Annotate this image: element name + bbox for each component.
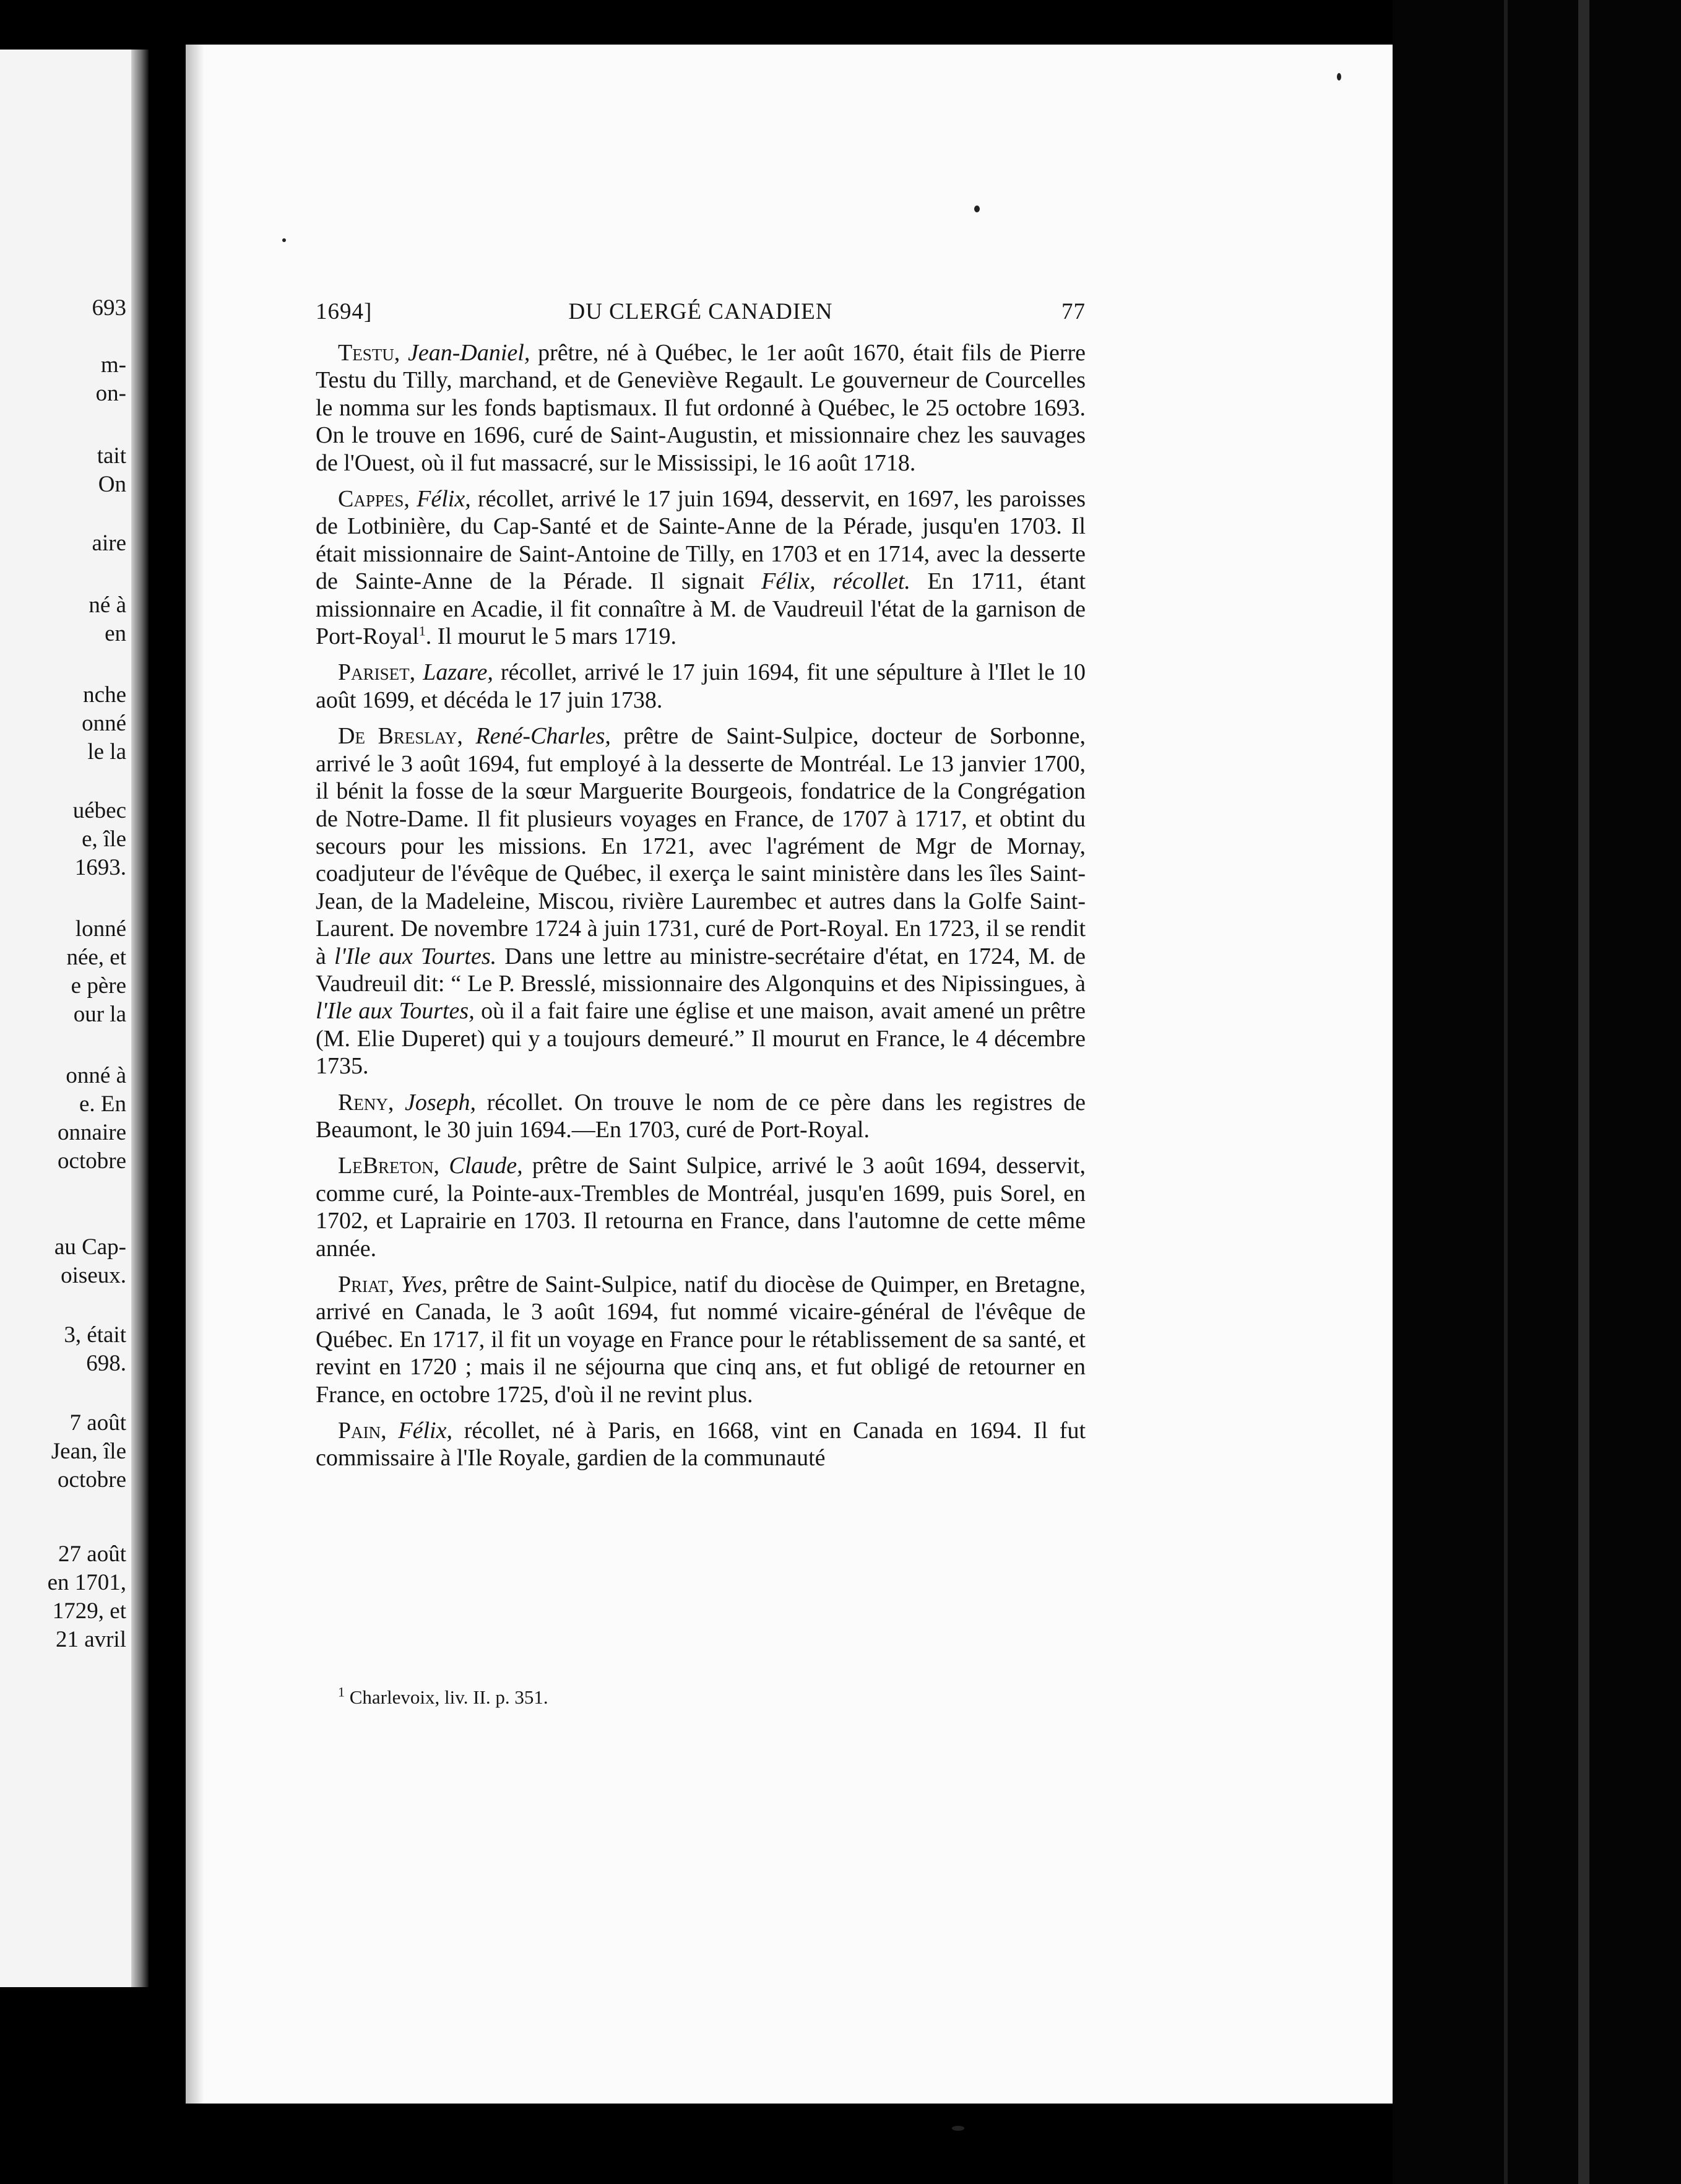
left-fragment: en 1701,	[47, 1570, 126, 1595]
left-fragment: né à	[89, 592, 126, 618]
left-fragment: aire	[92, 531, 126, 556]
left-fragment: our la	[73, 1002, 126, 1027]
left-fragment: 693	[92, 295, 126, 321]
entry-text: prêtre, né à Québec, le 1er août 1670, était fils de Pierre Testu du Tilly, marchand, et de Geneviève Regault. Le gouverneur de Courcelles le nomma sur les fonds baptismaux. Il fut ordonné à Québec, le 25 octobre 1693. On le trouve en 1696, curé de Saint-Augustin, et missionnaire chez les sauvages de l'Ouest, où il fut massacré, sur le Mississipi, le 16 août 1718.	[316, 340, 1086, 476]
entry-text: récollet, né à Paris, en 1668, vint en Canada en 1694. Il fut commissaire à l'Ile Royale, gardien de la communauté	[316, 1418, 1086, 1471]
left-fragment: e. En	[79, 1091, 126, 1117]
entry-given-name: Félix,	[417, 486, 471, 513]
entry-cappes	[316, 485, 1086, 650]
ink-speck	[1337, 73, 1341, 80]
ink-speck	[282, 238, 286, 242]
entry-testu	[316, 339, 1086, 477]
entry-pariset	[316, 659, 1086, 714]
entry-italic-text: l'Ile aux Tourtes,	[316, 998, 475, 1025]
left-fragment: uébec	[72, 798, 126, 823]
entry-given-name: Félix,	[398, 1418, 452, 1444]
entry-name: Reny,	[338, 1089, 394, 1116]
left-fragment: nche	[83, 682, 126, 708]
left-fragment: née, et	[66, 945, 126, 970]
left-fragment: e père	[71, 973, 126, 999]
left-fragment: 7 août	[69, 1410, 126, 1436]
left-fragment: 21 avril	[55, 1627, 126, 1652]
running-head	[316, 298, 1086, 329]
left-fragment: lonné	[75, 916, 126, 942]
left-fragment: oiseux.	[61, 1263, 126, 1288]
running-head-title: DU CLERGÉ CANADIEN	[568, 299, 833, 324]
book-spine	[1578, 0, 1589, 2184]
left-fragment: 27 août	[58, 1541, 126, 1567]
entry-lebreton	[316, 1152, 1086, 1262]
footnote-text: Charlevoix, liv. II. p. 351.	[345, 1686, 548, 1708]
running-head-year: 1694]	[316, 299, 373, 324]
page-edge-shadow	[186, 45, 204, 2104]
entry-given-name: Claude,	[449, 1153, 523, 1179]
left-fragment: tait	[97, 443, 126, 469]
left-page-gutter	[131, 50, 149, 1987]
entry-text: prêtre de Saint-Sulpice, docteur de Sorbonne, arrivé le 3 août 1694, fut employé à la desserte de Montréal. Le 13 janvier 1700, il bénit la fosse de la sœur Marguerite Bourgeois, fondatrice de la Congrégation de Notre-Dame. Il fit plusieurs voyages en France, de 1707 à 1717, et obtint du secours pour les missions. En 1721, avec l'agrément de Mgr de Mornay, coadjuteur de l'évêque de Québec, il exerça le saint ministère dans les îles Saint-Jean, de la Madeleine, Miscou, rivière Laurembec et autres dans la Golfe Saint-Laurent. De novembre 1724 à juin 1731, curé de Port-Royal. En 1723, il se rendit à	[316, 723, 1086, 969]
left-fragment: onnaire	[58, 1120, 126, 1145]
book-edge	[1393, 0, 1681, 2184]
entry-text: prêtre de Saint Sulpice, arrivé le 3 août 1694, desservit, comme curé, la Pointe-aux-Trembles de Montréal, jusqu'en 1699, puis Sorel, en 1702, et Laprairie en 1703. Il retourna en France, dans l'automne de cette même année.	[316, 1153, 1086, 1262]
footnote	[316, 1685, 1108, 1710]
left-fragment: m-	[100, 352, 126, 378]
entry-text: Dans une lettre au ministre-secrétaire d'état, en 1724, M. de Vaudreuil dit: “ Le P. Bresslé, missionnaire des Algonquins et des Nipissingues, à	[316, 943, 1086, 997]
entry-name: LeBreton,	[338, 1153, 440, 1179]
left-fragment: octobre	[58, 1467, 126, 1493]
entry-pain	[316, 1417, 1086, 1472]
entry-reny	[316, 1089, 1086, 1144]
left-fragment: 698.	[86, 1351, 126, 1376]
footnote-reference[interactable]: 1	[418, 623, 426, 639]
entry-text: . Il mourut le 5 mars 1719.	[425, 623, 677, 650]
left-fragment: On	[98, 472, 126, 497]
entry-given-name: Yves,	[400, 1272, 448, 1298]
footnote-mark: 1	[338, 1684, 345, 1700]
entry-text: où il a fait faire une église et une maison, avait amené un prêtre (M. Elie Duperet) qui y a toujours demeuré.” Il mourut en France, le 4 décembre 1735.	[316, 998, 1086, 1080]
body-text	[316, 339, 1086, 1481]
left-fragment: 1729, et	[52, 1598, 126, 1624]
entry-priat	[316, 1271, 1086, 1408]
left-fragment: le la	[87, 739, 126, 765]
entry-given-name: Jean-Daniel,	[408, 340, 530, 366]
entry-name: Testu,	[338, 340, 400, 366]
left-fragment: au Cap-	[54, 1234, 126, 1260]
entry-text: En 1711, étant missionnaire en Acadie, il fit connaître à M. de Vaudreuil l'état de la garnison de Port-Royal	[316, 568, 1086, 650]
entry-italic-text: Félix, récollet.	[744, 568, 910, 595]
left-fragment: en	[105, 621, 126, 646]
entry-given-name: Joseph,	[404, 1089, 477, 1116]
entry-italic-text: l'Ile aux Tourtes.	[326, 943, 497, 969]
entry-name: Pariset,	[338, 659, 416, 686]
entry-given-name: René-Charles,	[475, 723, 611, 750]
left-fragment: on-	[95, 381, 126, 406]
left-fragment: e, île	[82, 826, 126, 852]
book-edge-line	[1504, 0, 1508, 2184]
entry-text: récollet, arrivé le 17 juin 1694, desservit, en 1697, les paroisses de Lotbinière, du Cap-Santé et de Sainte-Anne de la Pérade, jusqu'en 1703. Il était missionnaire de Saint-Antoine de Tilly, en 1703 et en 1714, avec la desserte de Sainte-Anne de la Pérade. Il signait	[316, 486, 1086, 595]
left-fragment: 1693.	[74, 855, 126, 880]
entry-given-name: Lazare,	[423, 659, 493, 686]
entry-name: Pain,	[338, 1418, 387, 1444]
left-fragment: octobre	[58, 1148, 126, 1174]
entry-text: prêtre de Saint-Sulpice, natif du diocèse de Quimper, en Bretagne, arrivé en Canada, le 3 août 1694, fut nommé vicaire-général de l'évêque de Québec. En 1717, il fit un voyage en France pour le rétablissement de sa santé, et revint en 1720 ; mais il ne séjourna que cinq ans, et fut obligé de retourner en France, en octobre 1725, d'où il ne revint plus.	[316, 1272, 1086, 1408]
left-facing-page	[0, 50, 149, 1987]
entry-name: Priat,	[338, 1272, 394, 1298]
entry-de-breslay	[316, 722, 1086, 1080]
entry-name: Cappes,	[338, 486, 410, 513]
ink-speck	[952, 2126, 964, 2131]
left-fragment: onné à	[66, 1063, 126, 1088]
entry-name: De Breslay,	[338, 723, 463, 750]
left-fragment: onné	[82, 711, 126, 736]
left-fragment: Jean, île	[51, 1439, 126, 1464]
left-fragment: 3, était	[64, 1322, 126, 1348]
ink-speck	[974, 206, 980, 212]
entry-text: récollet, arrivé le 17 juin 1694, fit une sépulture à l'Ilet le 10 août 1699, et décéda le 17 juin 1738.	[316, 659, 1086, 713]
page-number: 77	[1061, 299, 1086, 324]
entry-text: récollet. On trouve le nom de ce père dans les registres de Beaumont, le 30 juin 1694.—En 1703, curé de Port-Royal.	[316, 1089, 1086, 1143]
